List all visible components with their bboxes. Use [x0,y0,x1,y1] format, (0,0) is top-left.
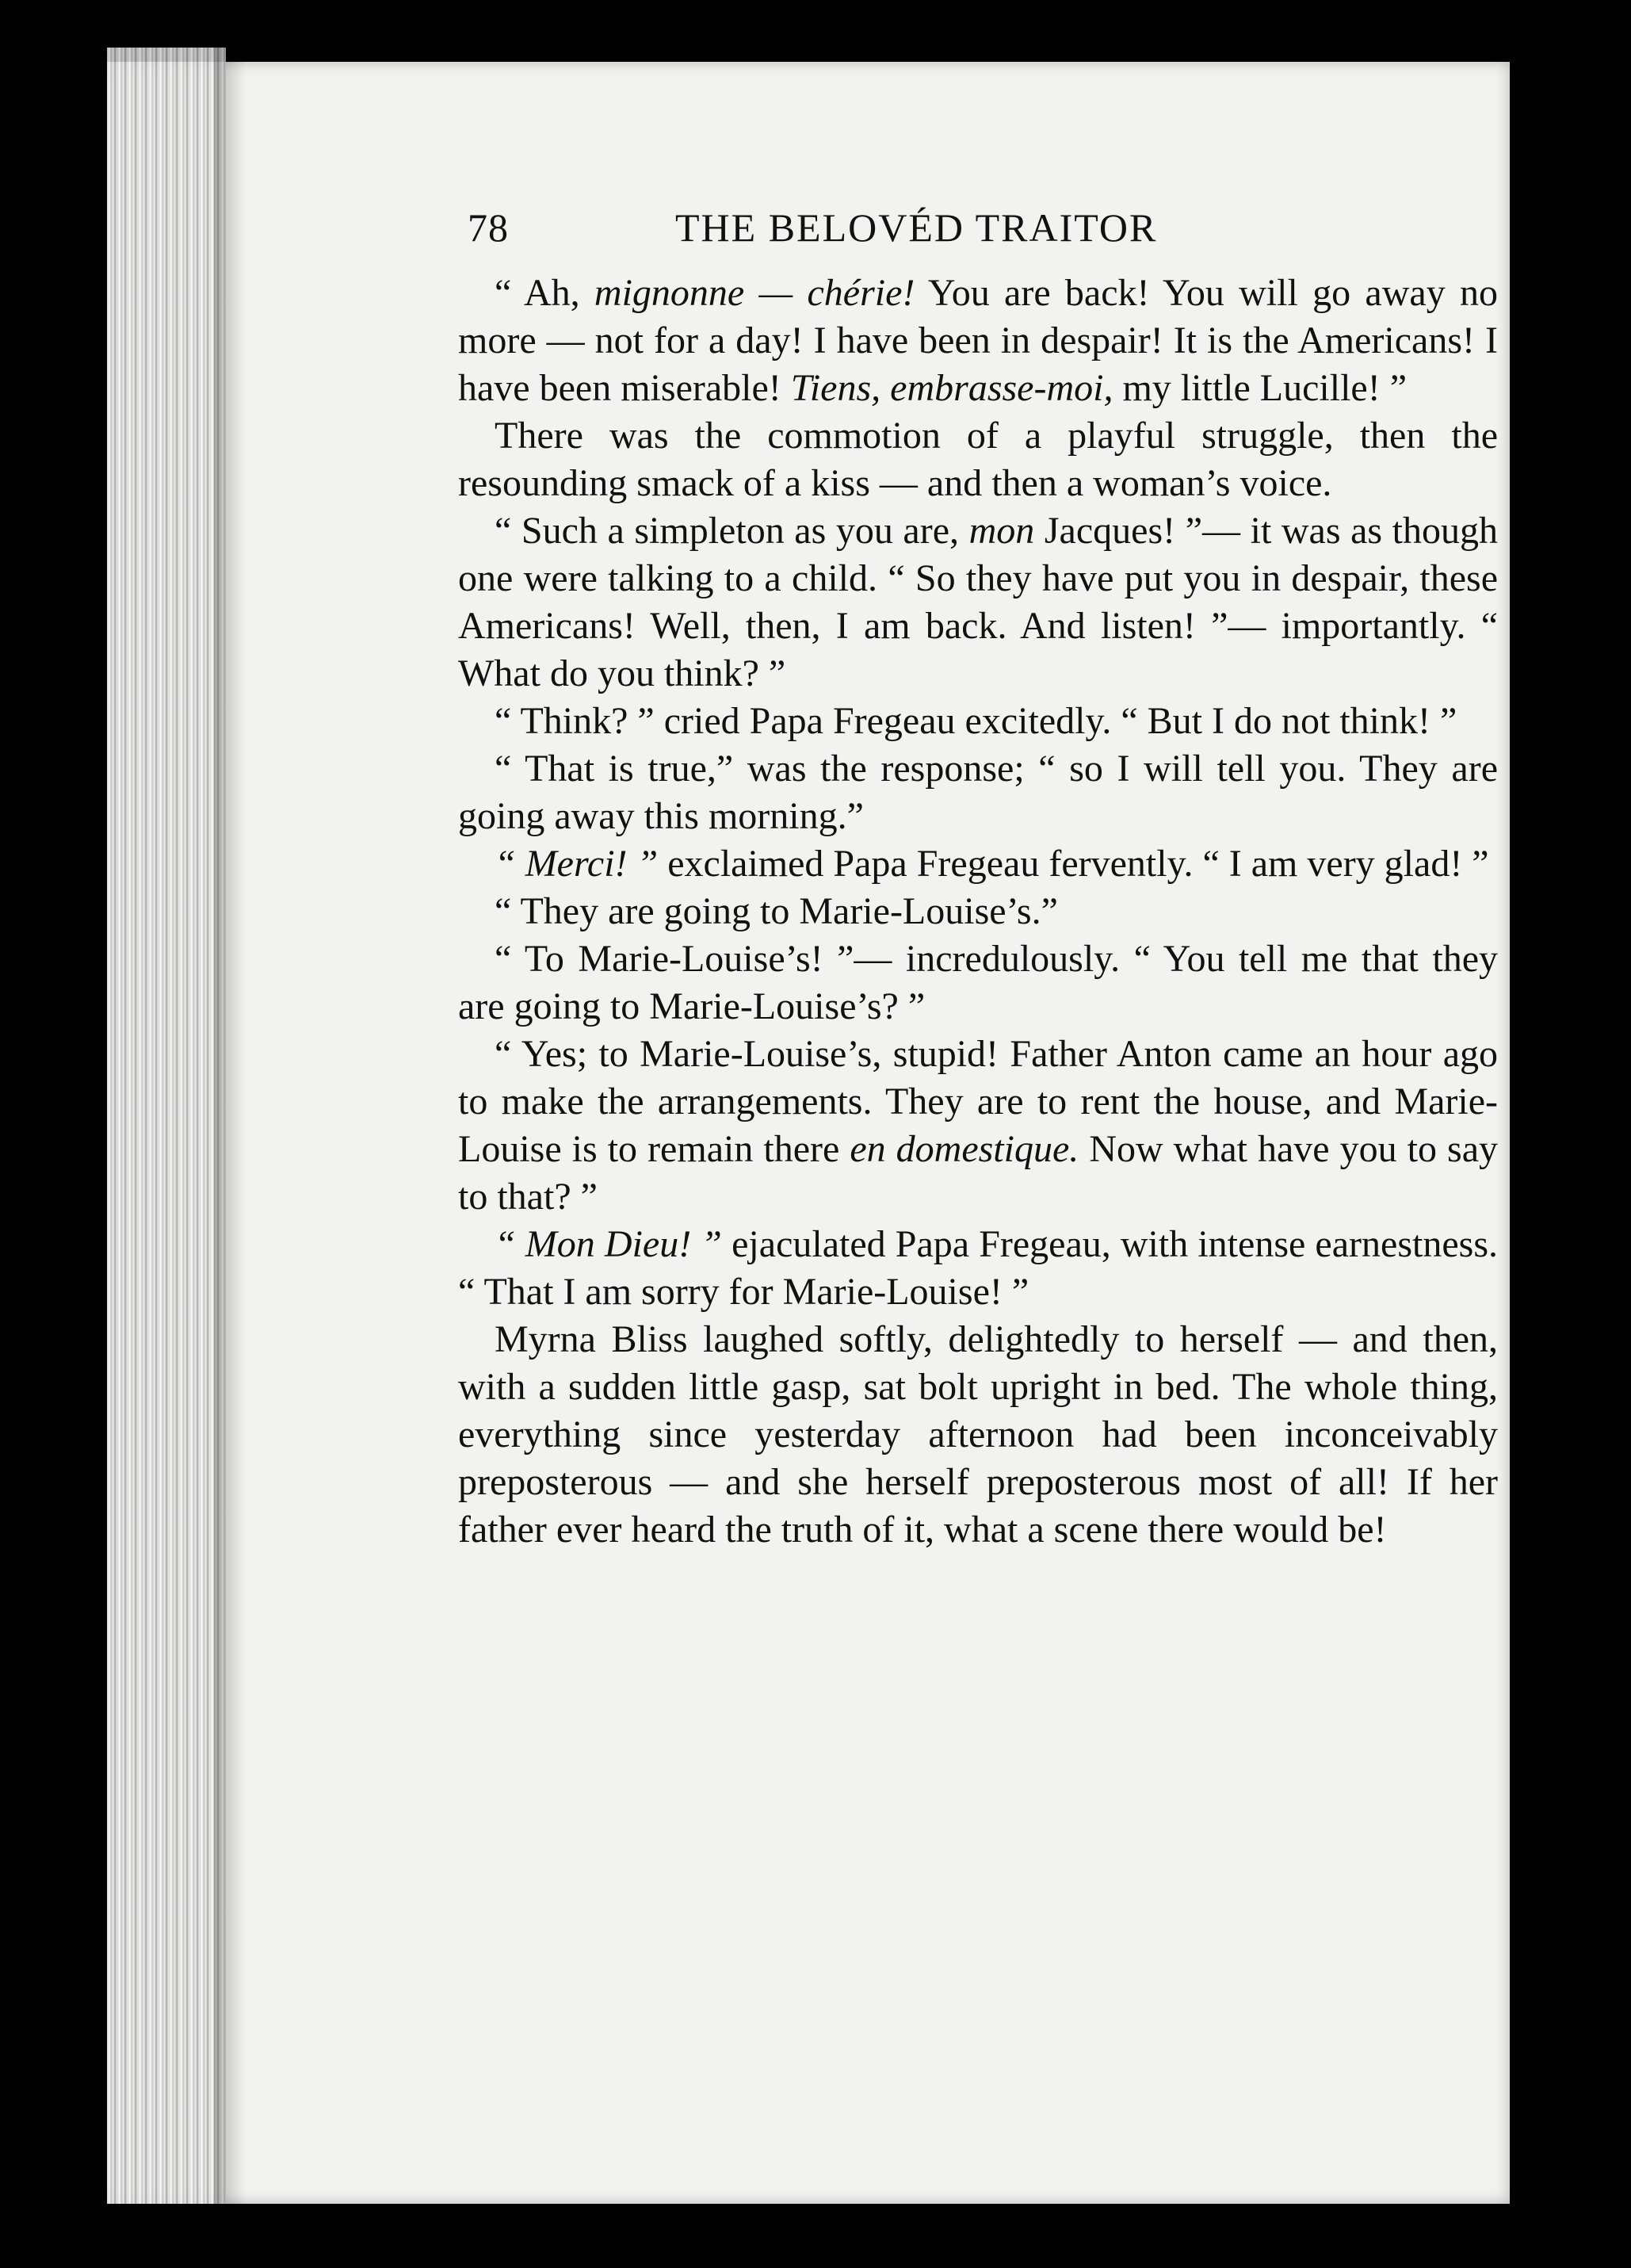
text-run: Now what have you to say to that? ” [458,1128,1499,1218]
paragraph [458,888,1498,935]
page-content [458,205,1498,1554]
page-edge-stack [107,48,226,2204]
paragraph [458,698,1498,745]
text-run: You are back! You will go away no more — not for a day! I have been in despair! It is the Americans! I have been miserable! [458,272,1498,409]
text-run: There was the commotion of a playful struggle, then the resounding smack of a kiss — and then a woman’s voice. [458,415,1498,504]
italic-text: “ Mon Dieu! ” [495,1223,723,1265]
text-run: “ To Marie-Louise’s! ”— incredulously. “ You tell me that they are going to Marie-Louise’s? ” [458,938,1498,1027]
text-run: “ That is true,” was the response; “ so I will tell you. They are going away this morning.” [458,748,1498,837]
text-run: Jacques! ”— it was as though one were talking to a child. “ So they have put you in despair, these Americans! Well, then, I am back. And listen! ”— importantly. “ What do you think? ” [458,510,1499,694]
paragraph [458,745,1498,840]
paragraph [458,1316,1498,1554]
text-run: “ Ah, [495,272,594,314]
text-run: “ Think? ” cried Papa Fregeau excitedly. “ But I do not think! ” [495,700,1457,742]
paragraph [458,1221,1498,1316]
italic-text: mon [968,510,1035,552]
text-run: “ Such a simpleton as you are, [495,510,969,552]
italic-text: “ Merci! ” [495,843,659,885]
paragraph [458,270,1498,412]
page-number: 78 [468,205,509,250]
paragraph [458,412,1498,507]
book-title: THE BELOVÉD TRAITOR [675,205,1158,250]
italic-text: mignonne — chérie! [594,272,915,314]
body-text [458,270,1498,1554]
italic-text: en domestique. [850,1128,1079,1170]
paragraph [458,935,1498,1031]
text-run: Myrna Bliss laughed softly, delightedly to herself — and then, with a sudden little gasp, sat bolt upright in bed. The whole thing, everything since yesterday afternoon had been inconceivably preposterous — and she herself preposterous most of all! If her father ever heard the truth of it, what a scene there would be! [458,1318,1498,1551]
text-run: ejaculated Papa Fregeau, with intense earnestness. “ That I am sorry for Marie-Louise! ” [458,1223,1498,1313]
paragraph [458,507,1498,698]
paragraph [458,840,1498,888]
running-head [458,205,1498,262]
text-run: “ Yes; to Marie-Louise’s, stupid! Father Anton came an hour ago to make the arrangements. They are to rent the house, and Marie-Louise is to remain there [458,1033,1498,1170]
paragraph [458,1031,1498,1221]
gutter-shadow [214,48,246,2204]
text-run: “ They are going to Marie-Louise’s.” [495,890,1058,932]
italic-text: Tiens, embrasse-moi, [790,367,1113,409]
text-run: exclaimed Papa Fregeau fervently. “ I am very glad! ” [658,843,1489,885]
text-run: my little Lucille! ” [1113,367,1408,409]
